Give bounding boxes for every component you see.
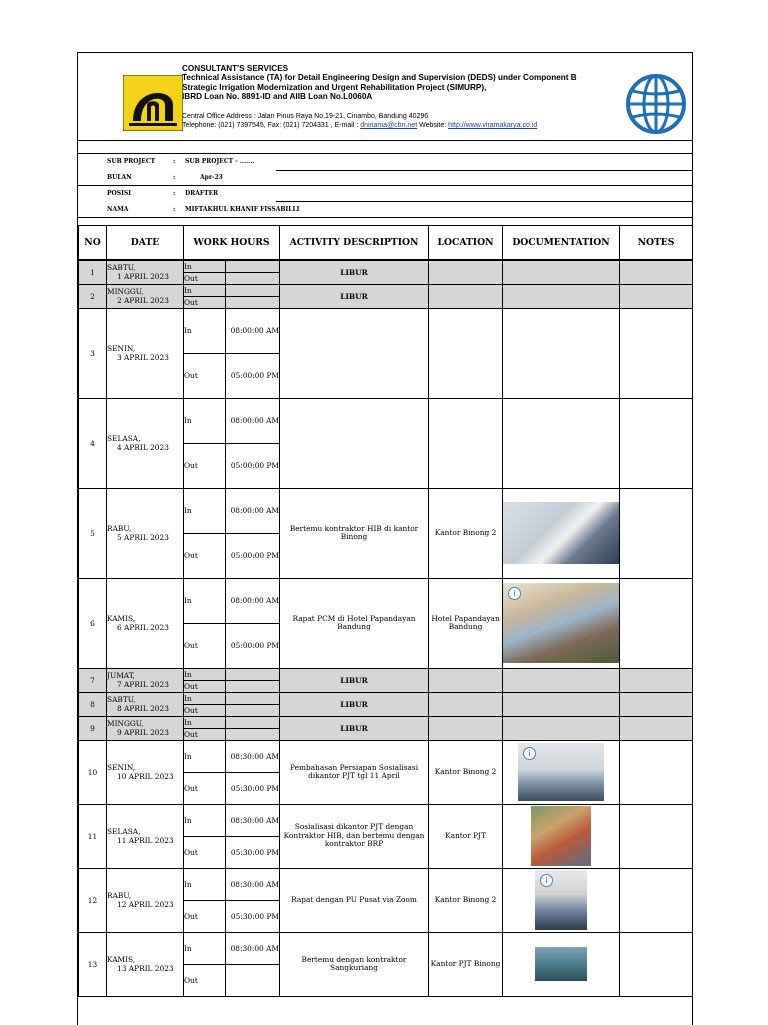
in-time: 08:30:00 AM [226,868,280,900]
row-number: 2 [79,284,107,308]
row-date-value: 11 APRIL 2023 [117,836,174,845]
row-date-value: 5 APRIL 2023 [117,533,169,542]
documentation-cell [503,692,620,716]
notes-cell [620,284,693,308]
location [429,692,503,716]
location: Kantor Binong 2 [429,488,503,578]
out-time: 05:30:00 PM [226,772,280,804]
table-header-row [79,226,693,261]
nama-row [78,202,692,218]
contact-line [182,121,622,131]
bulan-row [78,170,692,186]
posisi-label: POSISI [107,190,132,197]
out-time [226,964,280,996]
floor-meeting-photo [531,806,591,866]
colon: : [173,206,176,213]
header-line-2: Technical Assistance (TA) for Detail Engineering Design and Supervision (DEDS) under Component B [182,73,577,83]
row-number: 8 [79,692,107,716]
row-day: MINGGU, [107,287,144,296]
notes-cell [620,740,693,804]
row-day: SELASA, [107,434,141,443]
website-link[interactable]: http://www.viramakarya.co.id [448,122,538,130]
bulan-label: BULAN [107,174,132,181]
row-number: 13 [79,932,107,996]
out-label: Out [184,728,226,740]
documentation-cell [503,284,620,308]
notes-cell [620,692,693,716]
in-label: In [184,308,226,353]
in-time: 08:30:00 AM [226,932,280,964]
row-day: RABU, [107,524,132,533]
row-number: 1 [79,260,107,284]
activity-description: Bertemu kontraktor HIB di kantor Binong [280,488,429,578]
row-date [107,716,184,740]
out-label: Out [184,772,226,804]
notes-cell [620,398,693,488]
colon: : [173,190,176,197]
documentation-cell [503,308,620,398]
documentation-cell [503,578,620,668]
out-label: Out [184,680,226,692]
out-label: Out [184,704,226,716]
activity-description: Rapat PCM di Hotel Papandayan Bandung [280,578,429,668]
out-label: Out [184,296,226,308]
documentation-cell [503,488,620,578]
work-log-table [78,225,693,997]
colon: : [173,174,176,181]
header-line-1: CONSULTANT'S SERVICES [182,64,289,73]
in-time: 08:00:00 AM [226,308,280,353]
timesheet-sheet [77,52,693,1025]
activity-description: LIBUR [280,716,429,740]
info-icon: i [508,587,521,600]
meeting-room-photo [503,502,619,564]
col-work-hours-header: WORK HOURS [184,226,280,261]
in-time [226,692,280,704]
notes-cell [620,932,693,996]
notes-cell [620,716,693,740]
out-label: Out [184,964,226,996]
row-date-value: 3 APRIL 2023 [117,353,169,362]
header-text [182,64,622,131]
in-label: In [184,284,226,296]
notes-cell [620,260,693,284]
in-label: In [184,488,226,533]
in-label: In [184,692,226,704]
out-time: 05:00:00 PM [226,443,280,488]
row-date-value: 10 APRIL 2023 [117,772,174,781]
info-rule [78,185,692,186]
row-day: SABTU, [107,263,136,273]
row-date [107,578,184,668]
header-line-3: Strategic Irrigation Modernization and Urgent Rehabilitation Project (SIMURP), [182,82,487,92]
table-row [79,716,693,728]
table-row [79,692,693,704]
table-row [79,740,693,772]
nama-value: MIFTAKHUL KHANIF FISSABILLI [185,206,300,213]
documentation-cell [503,804,620,868]
out-time: 05:30:00 PM [226,900,280,932]
table-row [79,668,693,680]
location: Hotel Papandayan Bandung [429,578,503,668]
row-date-value: 12 APRIL 2023 [117,900,174,909]
in-time: 08:00:00 AM [226,398,280,443]
row-number: 4 [79,398,107,488]
row-date [107,488,184,578]
website-label: Website: [419,122,447,130]
col-documentation-header: DOCUMENTATION [503,226,620,261]
row-date-value: 9 APRIL 2023 [117,728,169,737]
location [429,284,503,308]
row-date-value: 8 APRIL 2023 [117,704,169,713]
documentation-cell [503,260,620,284]
out-time: 05:30:00 PM [226,836,280,868]
table-row [79,488,693,533]
location: Kantor Binong 2 [429,868,503,932]
out-label: Out [184,836,226,868]
location: Kantor PJT [429,804,503,868]
documentation-cell [503,868,620,932]
activity-description: Bertemu dengan kontraktor Sangkuriang [280,932,429,996]
activity-description [280,398,429,488]
world-bank-globe-icon [625,73,687,135]
location [429,716,503,740]
activity-description: LIBUR [280,284,429,308]
in-label: In [184,578,226,623]
row-date-value: 2 APRIL 2023 [117,296,169,305]
col-no-header: NO [79,226,107,261]
location [429,398,503,488]
col-activity-header: ACTIVITY DESCRIPTION [280,226,429,261]
activity-description: Rapat dengan PU Pusat via Zoom [280,868,429,932]
hotel-meeting-photo [503,583,619,663]
out-time: 05:00:00 PM [226,623,280,668]
consultant-header [78,53,692,141]
pu-logo [123,75,183,131]
info-icon: i [540,874,553,887]
documentation-cell [503,932,620,996]
table-row [79,868,693,900]
out-label: Out [184,533,226,578]
row-day: SENIN, [107,763,136,772]
row-number: 10 [79,740,107,804]
notes-cell [620,578,693,668]
documentation-cell [503,398,620,488]
nama-label: NAMA [107,206,129,213]
row-day: SELASA, [107,827,141,836]
row-day: KAMIS, [107,955,136,964]
email-link[interactable]: dniriama@cbn.net [360,122,418,130]
out-time [226,728,280,740]
activity-description [280,308,429,398]
row-day: SABTU, [107,695,136,704]
activity-description: Pembahasan Persiapan Sosialisasi dikantor PJT tgl 11 April [280,740,429,804]
work-log-body [79,260,693,996]
out-time [226,704,280,716]
table-row [79,932,693,964]
table-row [79,398,693,443]
info-rule [276,201,692,202]
notes-cell [620,668,693,692]
out-label: Out [184,353,226,398]
table-row [79,804,693,836]
colon: : [173,158,176,165]
sub-project-row [78,154,692,170]
location [429,260,503,284]
in-label: In [184,668,226,680]
row-date-value: 7 APRIL 2023 [117,680,169,689]
activity-description: Sosialisasi dikantor PJT dengan Kontraktor HIB, dan bertemu dengan kontraktor BRP [280,804,429,868]
row-number: 3 [79,308,107,398]
out-label: Out [184,443,226,488]
location [429,668,503,692]
in-time [226,716,280,728]
notes-cell [620,488,693,578]
col-location-header: LOCATION [429,226,503,261]
row-day: KAMIS, [107,614,136,623]
in-time [226,260,280,272]
row-number: 11 [79,804,107,868]
in-label: In [184,716,226,728]
activity-description: LIBUR [280,668,429,692]
out-time: 05:00:00 PM [226,533,280,578]
row-date-value: 4 APRIL 2023 [117,443,169,452]
documentation-cell [503,740,620,804]
row-date [107,260,184,284]
out-label: Out [184,272,226,284]
in-label: In [184,932,226,964]
row-number: 12 [79,868,107,932]
row-day: JUMAT, [107,671,135,680]
table-row [79,578,693,623]
out-label: Out [184,623,226,668]
info-rule [276,170,692,171]
row-number: 9 [79,716,107,740]
out-time [226,680,280,692]
in-time [226,668,280,680]
location: Kantor Binong 2 [429,740,503,804]
notes-cell [620,308,693,398]
notes-cell [620,868,693,932]
in-time: 08:00:00 AM [226,488,280,533]
sub-project-label: SUB PROJECT [107,158,156,165]
row-date [107,932,184,996]
in-time: 08:30:00 AM [226,740,280,772]
office-desk-photo [518,743,604,801]
row-date [107,740,184,804]
posisi-value: DRAFTER [185,190,219,197]
out-label: Out [184,900,226,932]
in-label: In [184,740,226,772]
in-time: 08:30:00 AM [226,804,280,836]
row-date [107,668,184,692]
bulan-value: Apr-23 [200,174,223,181]
activity-description: LIBUR [280,692,429,716]
location [429,308,503,398]
row-date-value: 1 APRIL 2023 [117,272,169,282]
row-day: SENIN, [107,344,136,353]
col-date-header: DATE [107,226,184,261]
row-date-value: 13 APRIL 2023 [117,964,174,973]
contact-prefix: Telephone: (021) 7397545, Fax: (021) 7204331 , E-mail : [182,122,359,130]
out-time: 05:00:00 PM [226,353,280,398]
sub-project-value: SUB PROJECT - ....... [185,158,255,165]
employee-info [78,154,692,218]
table-row [79,308,693,353]
row-date [107,804,184,868]
row-day: MINGGU, [107,719,144,728]
row-date-value: 6 APRIL 2023 [117,623,169,632]
info-bottom-rule [78,217,692,218]
in-label: In [184,868,226,900]
row-day: RABU, [107,891,132,900]
documentation-cell [503,668,620,692]
documentation-cell [503,716,620,740]
in-time [226,284,280,296]
out-time [226,272,280,284]
table-row [79,284,693,296]
contractor-photo [535,947,587,981]
row-number: 7 [79,668,107,692]
info-icon: i [523,747,536,760]
zoom-meeting-photo [535,870,587,930]
row-date [107,398,184,488]
header-line-4: IBRD Loan No. 8891-ID and AIIB Loan No.L0060A [182,92,373,102]
posisi-row [78,186,692,202]
in-label: In [184,398,226,443]
in-label: In [184,260,226,272]
row-date [107,868,184,932]
col-notes-header: NOTES [620,226,693,261]
row-number: 5 [79,488,107,578]
in-label: In [184,804,226,836]
notes-cell [620,804,693,868]
office-address: Central Office Address : Jalan Pinus Raya No.19-21, Cinambo, Bandung 40296 [182,112,429,120]
row-date [107,692,184,716]
row-date [107,308,184,398]
location: Kantor PJT Binong [429,932,503,996]
out-time [226,296,280,308]
row-date [107,284,184,308]
row-number: 6 [79,578,107,668]
table-row [79,260,693,272]
in-time: 08:00:00 AM [226,578,280,623]
activity-description: LIBUR [280,260,429,284]
